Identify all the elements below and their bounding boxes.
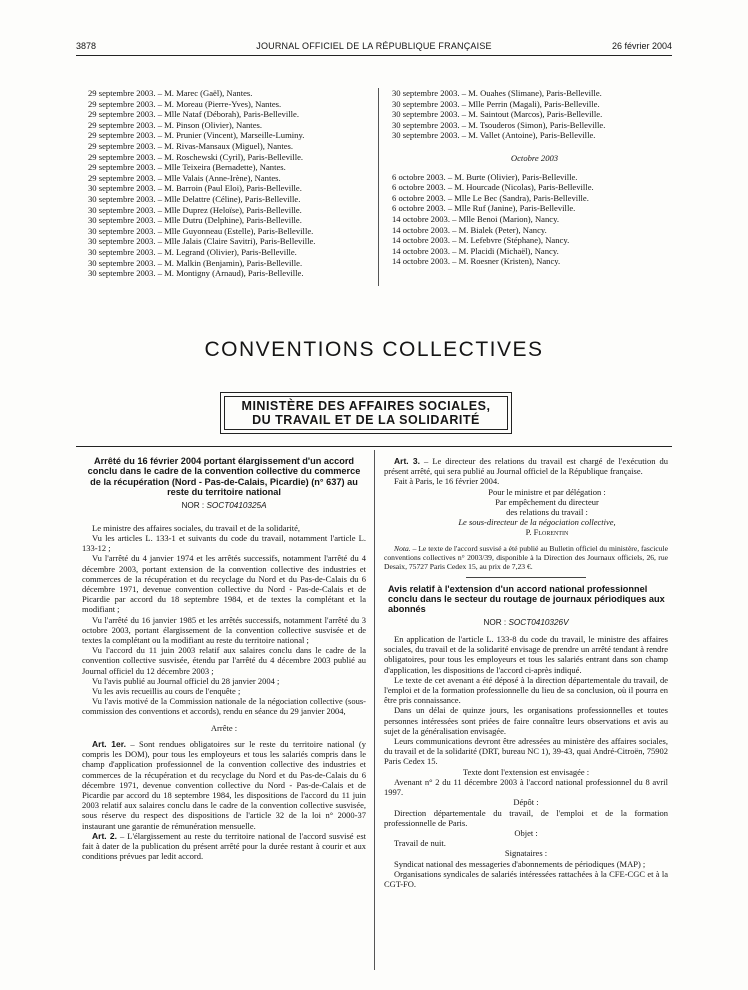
arrete-nor-code: SOCT0410325A	[206, 500, 267, 510]
arrete-word: Arrête :	[210, 722, 238, 733]
arrete-paragraph: Vu les articles L. 133-1 et suivants du code du travail, notamment l'article L. 133-12 ;	[82, 533, 366, 554]
list-item: 29 septembre 2003. – M. Roschewski (Cyril), Paris-Belleville.	[88, 151, 304, 162]
list-item: 6 octobre 2003. – M. Burte (Olivier), Paris-Belleville.	[392, 171, 578, 182]
nominations-list-right	[392, 88, 677, 267]
list-item: 29 septembre 2003. – M. Rivas-Mansaux (Miguel), Nantes.	[88, 140, 294, 151]
objet-text: Travail de nuit.	[394, 838, 446, 849]
list-item: 30 septembre 2003. – Mlle Duprez (Heloïse), Paris-Belleville.	[88, 204, 302, 215]
list-item: 30 septembre 2003. – Mlle Delattre (Céline), Paris-Belleville.	[88, 193, 301, 204]
list-item: 30 septembre 2003. – M. Ouahes (Slimane), Paris-Belleville.	[392, 88, 602, 98]
arrete-paragraph: Vu les avis recueillis au cours de l'enquête ;	[92, 686, 241, 697]
header-rule	[76, 55, 672, 56]
ministry-box	[220, 392, 512, 434]
signature-block: Pour le ministre et par délégation : Par empêchement du directeur des relations du travail : Le sous-directeur de la négociation collective, P. Florentin	[384, 487, 668, 538]
list-item: 14 octobre 2003. – M. Bialek (Peter), Nancy.	[392, 224, 547, 235]
page-header	[76, 41, 672, 54]
signataires-heading: Signataires :	[504, 848, 548, 859]
avenant: Avenant n° 2 du 11 décembre 2003 à l'accord national professionnel du 8 avril 1997.	[384, 776, 668, 798]
fait-a-paris: Fait à Paris, le 16 février 2004.	[394, 476, 500, 487]
list-item: 30 septembre 2003. – M. Tsouderos (Simon), Paris-Belleville.	[392, 119, 606, 130]
nominations-list-left	[88, 88, 368, 279]
list-item: 14 octobre 2003. – M. Lefebvre (Stéphane), Nancy.	[392, 235, 570, 246]
list-item: 30 septembre 2003. – Mlle Dutru (Delphine), Paris-Belleville.	[88, 215, 302, 226]
objet-heading: Objet :	[514, 827, 538, 838]
list-item: 6 octobre 2003. – Mlle Ruf (Janine), Paris-Belleville.	[392, 203, 576, 214]
depot-text: Direction départementale du travail, de l'emploi et de la formation professionnelle de Paris.	[384, 807, 668, 828]
list-item: 30 septembre 2003. – M. Malkin (Benjamin), Paris-Belleville.	[88, 257, 303, 268]
list-item: 14 octobre 2003. – M. Placidi (Michaël), Nancy.	[392, 245, 559, 256]
list-item: 29 septembre 2003. – M. Moreau (Pierre-Yves), Nantes.	[88, 98, 282, 109]
ministry-line-1: MINISTÈRE DES AFFAIRES SOCIALES,	[241, 399, 491, 413]
arrete-column	[82, 456, 366, 861]
arrete-paragraph: Vu l'arrêté du 4 janvier 1974 et les arrêtés successifs, notamment l'arrêté du 4 décembre 2003, portant extension de la convention collective des industries et commerces de la récupération et du recyclage du Nord et du Pas-de-Calais du 6 décembre 1971, devenue convention collective du Nord - Pas-de-Calais et de Picardie par accord du 18 septembre 1984, et de textes la complétant et la modifiant ;	[82, 553, 366, 615]
month-heading: Octobre 2003	[510, 152, 559, 163]
depot-heading: Dépôt :	[513, 797, 539, 808]
list-item: 30 septembre 2003. – Mlle Jalais (Claire Savitri), Paris-Belleville.	[88, 236, 316, 247]
list-item: 29 septembre 2003. – M. Prunier (Vincent), Marseille-Luminy.	[88, 130, 305, 141]
right-column	[384, 456, 668, 889]
avis-paragraph: Dans un délai de quinze jours, les organisations professionnelles et toutes personnes intéressées sont priées de faire connaître leurs observations et avis au sujet de la généralisation envisagée.	[384, 705, 668, 736]
list-item: 30 septembre 2003. – Mlle Perrin (Magali), Paris-Belleville.	[392, 98, 600, 109]
section-rule	[76, 446, 672, 447]
arrete-paragraph: Le ministre des affaires sociales, du travail et de la solidarité,	[92, 522, 301, 533]
avis-nor-code: SOCT0410326V	[508, 617, 569, 627]
avis-nor: NOR : SOCT0410326V	[483, 617, 569, 627]
list-item: 30 septembre 2003. – Mlle Guyonneau (Estelle), Paris-Belleville.	[88, 225, 314, 236]
avis-paragraph: Le texte de cet avenant a été déposé à la direction départementale du travail, de l'emploi et de la formation professionnelle du lieu de sa conclusion, où il pourra en être pris connaissance.	[384, 674, 668, 706]
avis-title: Avis relatif à l'extension d'un accord national professionnel conclu dans le secteur du routage de journaux périodiques aux abonnés	[388, 583, 665, 615]
column-divider-top	[378, 88, 379, 286]
texte-heading: Texte dont l'extension est envisagée :	[462, 766, 590, 777]
avis-paragraph: Leurs communications devront être adressées au ministère des affaires sociales, du travail et de la solidarité (DRT, bureau NC 1), 39-43, quai André-Citroën, 75902 Paris Cedex 15.	[384, 736, 668, 767]
list-item: 29 septembre 2003. – Mlle Nataf (Déborah), Paris-Belleville.	[88, 109, 299, 120]
list-item: 6 octobre 2003. – Mlle Le Bec (Sandra), Paris-Belleville.	[392, 192, 589, 203]
issue-date: 26 février 2004	[611, 41, 672, 51]
arrete-title: Arrêté du 16 février 2004 portant élargissement d'un accord conclu dans le cadre de la convention collective du commerce de la récupération (Nord - Pas-de-Calais, Picardie) (n° 637) au reste du territoire national	[87, 456, 361, 498]
arrete-paragraph: Vu l'accord du 11 juin 2003 relatif aux salaires conclu dans le cadre de la convention collective susvisée, étendu par l'arrêté du 4 décembre 2003 publié au Journal officiel du 12 décembre 2003 ;	[82, 645, 366, 676]
separator-rule	[466, 577, 586, 578]
page-number: 3878	[76, 41, 97, 51]
list-item: 6 octobre 2003. – M. Hourcade (Nicolas), Paris-Belleville.	[392, 182, 594, 193]
list-item: 14 octobre 2003. – Mlle Benoi (Marion), Nancy.	[392, 213, 559, 224]
signataires-1: Syndicat national des messageries d'abonnements de périodiques (MAP) ;	[394, 858, 646, 869]
list-item: 14 octobre 2003. – M. Roesner (Kristen), Nancy.	[392, 256, 561, 267]
article-1: Art. 1er. – Sont rendues obligatoires sur le reste du territoire national (y compris les DOM), pour tous les employeurs et tous les salariés compris dans le champ d'application professionnel de la convention collective des industries et commerces de la récupération et du recyclage du Nord et du Pas-de-Calais du 6 décembre 1971, devenue convention collective du Nord - Pas-de-Calais et de Picardie par accord du 18 septembre 1984, les dispositions de l'accord du 11 juin 2003 relatif aux salaires conclu dans le cadre de la convention collective susvisée, sous réserve du respect des dispositions de l'article 32 de la loi n° 2000-37 instaurant une garantie de rémunération mensuelle.	[82, 738, 366, 831]
list-item: 30 septembre 2003. – M. Legrand (Olivier), Paris-Belleville.	[88, 246, 297, 257]
column-divider-bottom	[374, 450, 375, 970]
nota: Nota. – Le texte de l'accord susvisé a été publié au Bulletin officiel du ministère, fascicule conventions collectives n° 2003/39, disponible à la Direction des Journaux officiels, 26, rue Desaix, 75727 Paris Cedex 15, au prix de 7,23 €.	[384, 543, 668, 571]
list-item: 29 septembre 2003. – M. Marec (Gaël), Nantes.	[88, 88, 253, 98]
list-item: 30 septembre 2003. – M. Vallet (Antoine), Paris-Belleville.	[392, 130, 596, 141]
list-item: 29 septembre 2003. – M. Pinson (Olivier), Nantes.	[88, 119, 262, 130]
list-item: 30 septembre 2003. – M. Saintout (Marcos), Paris-Belleville.	[392, 109, 603, 120]
list-item: 29 septembre 2003. – Mlle Teixeira (Bernadette), Nantes.	[88, 162, 286, 173]
arrete-paragraph: Vu l'arrêté du 16 janvier 1985 et les arrêtés successifs, notamment l'arrêté du 3 octobre 2003, portant élargissement de la convention collective susvisée et de textes la complétant ou la modifiant au reste du territoire national ;	[82, 614, 366, 646]
article-2: Art. 2. – L'élargissement au reste du territoire national de l'accord susvisé est fait à dater de la publication du présent arrêté pour la durée restant à courir et aux conditions prévues par ledit accord.	[82, 830, 366, 862]
arrete-paragraph: Vu l'avis publié au Journal officiel du 28 janvier 2004 ;	[92, 675, 280, 686]
arrete-nor: NOR : SOCT0410325A	[181, 500, 267, 510]
section-title: CONVENTIONS COLLECTIVES	[204, 338, 544, 361]
list-item: 29 septembre 2003. – Mlle Valais (Anne-Irène), Nantes.	[88, 172, 281, 183]
avis-paragraph: En application de l'article L. 133-8 du code du travail, le ministre des affaires sociales, du travail et de la solidarité envisage de prendre un arrêté tendant à rendre obligatoires, pour tous les employeurs et tous les salariés entrant dans son champ d'application, les dispositions de l'accord ci-après indiqué.	[384, 634, 668, 675]
signataires-2: Organisations syndicales de salariés intéressées rattachées à la CFE-CGC et à la CGT-FO.	[384, 868, 668, 889]
article-3: Art. 3. – Le directeur des relations du travail est chargé de l'exécution du présent arrêté, qui sera publié au Journal officiel de la République française.	[384, 456, 668, 477]
list-item: 30 septembre 2003. – M. Barroin (Paul Eloi), Paris-Belleville.	[88, 183, 302, 194]
journal-title: JOURNAL OFFICIEL DE LA RÉPUBLIQUE FRANÇAISE	[256, 41, 492, 51]
ministry-line-2: DU TRAVAIL ET DE LA SOLIDARITÉ	[252, 413, 480, 427]
list-item: 30 septembre 2003. – M. Montigny (Arnaud), Paris-Belleville.	[88, 268, 304, 279]
signatory-name: P. Florentin	[525, 527, 569, 538]
arrete-paragraph: Vu l'avis motivé de la Commission nationale de la négociation collective (sous-commission des conventions et accords), rendu en séance du 29 janvier 2004,	[82, 696, 366, 717]
